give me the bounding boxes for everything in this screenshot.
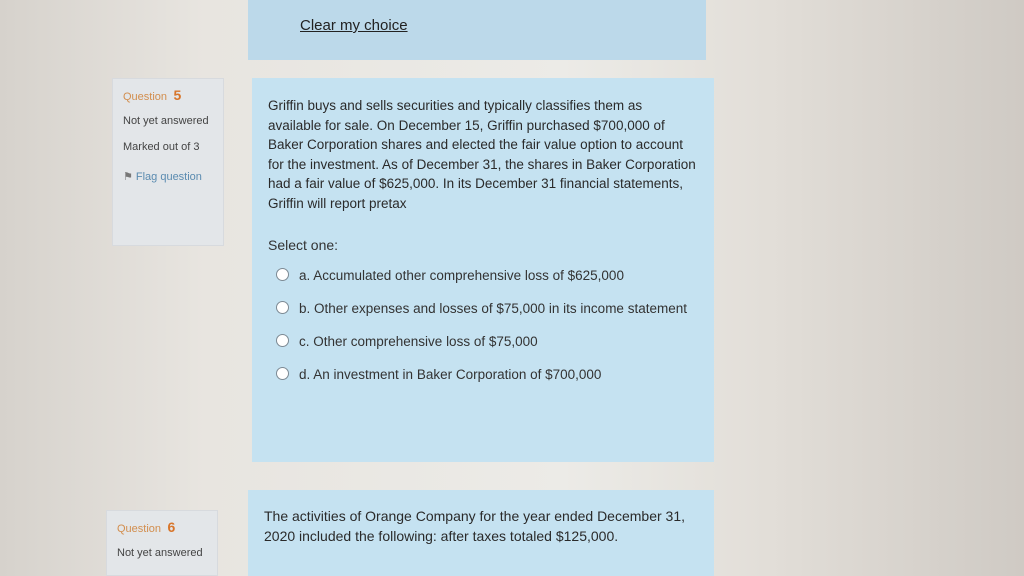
- answer-status: Not yet answered: [117, 547, 203, 559]
- answer-label: d. An investment in Baker Corporation of $700,000: [299, 367, 602, 382]
- question-number-value: 6: [167, 519, 176, 535]
- question-number: [117, 519, 207, 537]
- answer-status: Not yet answered: [123, 115, 209, 127]
- answer-option-c[interactable]: [268, 331, 696, 352]
- marked-out-of: Marked out of 3: [123, 141, 200, 153]
- question-text: Griffin buys and sells securities and typically classifies them as available for sale. On December 15, Griffin purchased $700,000 of Baker Corporation shares and elected the fair value option to account for the investment. As of December 31, the shares in Baker Corporation had a fair value of $625,000. In its December 31 financial statements, Griffin will report pretax: [268, 98, 696, 211]
- answer-option-a[interactable]: [268, 265, 696, 286]
- question-5-content: [252, 78, 714, 462]
- question-6-content: [248, 490, 714, 576]
- answer-option-b[interactable]: [268, 298, 696, 319]
- radio-button-icon[interactable]: [276, 268, 289, 281]
- question-5-info: [112, 78, 224, 246]
- question-label: Question: [123, 91, 168, 103]
- select-one-label: Select one:: [268, 237, 339, 253]
- flag-question-link[interactable]: [123, 169, 213, 185]
- question-6-info: [106, 510, 218, 576]
- answer-label: b. Other expenses and losses of $75,000 in its income statement: [299, 301, 687, 316]
- question-text: The activities of Orange Company for the year ended December 31, 2020 included the following: after taxes totaled $125,000.: [264, 508, 685, 544]
- radio-button-icon[interactable]: [276, 301, 289, 314]
- answer-option-d[interactable]: [268, 364, 696, 385]
- answer-label: c. Other comprehensive loss of $75,000: [299, 334, 538, 349]
- clear-my-choice-link[interactable]: Clear my choice: [300, 17, 408, 34]
- radio-button-icon[interactable]: [276, 367, 289, 380]
- previous-question-footer: [248, 0, 706, 60]
- flag-question-label: Flag question: [135, 171, 202, 183]
- answer-label: a. Accumulated other comprehensive loss of $625,000: [299, 268, 624, 283]
- answer-options: [268, 265, 696, 385]
- question-number: [123, 87, 213, 105]
- flag-icon: ⚑: [123, 171, 133, 183]
- question-label: Question: [117, 523, 162, 535]
- question-number-value: 5: [173, 87, 182, 103]
- radio-button-icon[interactable]: [276, 334, 289, 347]
